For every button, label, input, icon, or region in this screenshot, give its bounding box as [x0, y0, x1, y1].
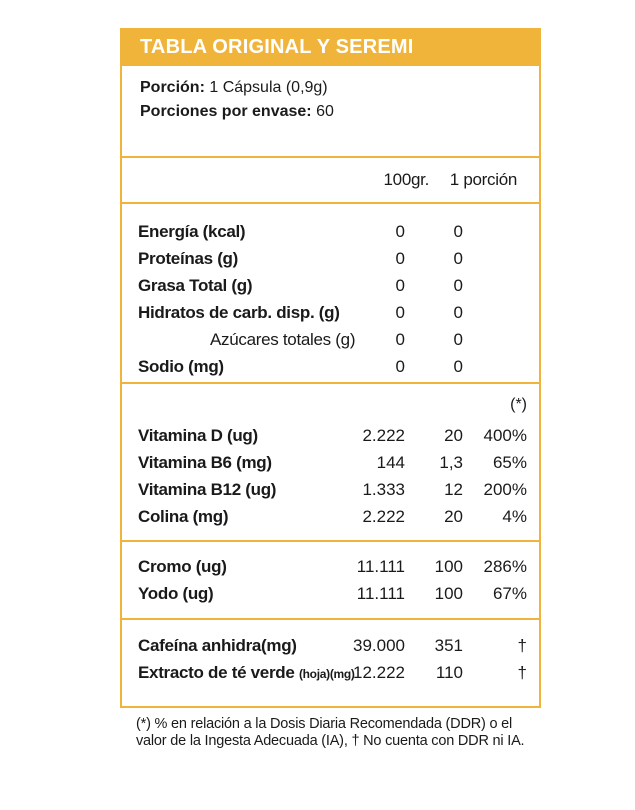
portion-line: [140, 76, 334, 100]
value-portion: 1,3: [439, 453, 463, 472]
value-pct: †: [517, 636, 527, 655]
divider: [122, 156, 539, 158]
divider: [122, 540, 539, 542]
value-portion: 100: [434, 557, 463, 576]
divider: [122, 618, 539, 620]
value-100g: 2.222: [362, 507, 405, 526]
per-container-value: 60: [316, 103, 334, 120]
value-portion: 0: [453, 303, 463, 322]
nutrient-name: Grasa Total (g): [138, 276, 253, 295]
nutrient-name: Vitamina B6 (mg): [138, 453, 272, 472]
value-portion: 0: [453, 249, 463, 268]
nutrient-name: Energía (kcal): [138, 222, 246, 241]
nutrient-name: Hidratos de carb. disp. (g): [138, 303, 340, 322]
value-100g: 144: [376, 453, 405, 472]
nutrient-name: Vitamina B12 (ug): [138, 480, 277, 499]
nutrient-name: Cromo (ug): [138, 557, 227, 576]
value-portion: 12: [444, 480, 463, 499]
nutrient-name-qualifier: (hoja)(mg): [298, 667, 355, 681]
value-100g: 11.111: [356, 584, 405, 603]
value-portion: 0: [453, 357, 463, 376]
ddr-marker: (*): [510, 396, 527, 413]
value-portion: 0: [453, 222, 463, 241]
table-row: [122, 272, 539, 299]
value-portion: 110: [435, 663, 463, 682]
portion-value: 1 Cápsula (0,9g): [209, 79, 328, 96]
table-row: [122, 245, 539, 272]
value-portion: 0: [453, 330, 463, 349]
nutrient-name: Proteínas (g): [138, 249, 239, 268]
value-pct: 400%: [483, 426, 527, 445]
value-100g: 12.222: [353, 663, 405, 682]
value-portion: 20: [444, 507, 463, 526]
nutrient-name: Sodio (mg): [138, 357, 224, 376]
value-100g: 39.000: [353, 636, 405, 655]
value-100g: 2.222: [362, 426, 405, 445]
value-100g: 1.333: [362, 480, 405, 499]
per-container-label: Porciones por envase:: [140, 103, 312, 120]
value-portion: 20: [444, 426, 463, 445]
serving-info: [140, 76, 334, 124]
table-row: [122, 353, 539, 380]
nutrient-name: Vitamina D (ug): [138, 426, 258, 445]
table-row: [122, 632, 539, 659]
divider: [122, 382, 539, 384]
table-row: [122, 503, 539, 530]
value-100g: 0: [395, 249, 405, 268]
table-row: [122, 422, 539, 449]
nutrient-name: Yodo (ug): [138, 584, 214, 603]
table-row: [122, 476, 539, 503]
value-100g: 0: [395, 357, 405, 376]
value-100g: 0: [395, 276, 405, 295]
nutrient-name: [138, 659, 355, 688]
value-pct: 4%: [502, 507, 527, 526]
table-title: TABLA ORIGINAL Y SEREMI: [122, 28, 539, 66]
value-portion: 351: [434, 636, 463, 655]
value-100g: 0: [395, 330, 405, 349]
value-100g: 0: [395, 303, 405, 322]
per-container-line: [140, 100, 334, 124]
table-row: [122, 449, 539, 476]
nutrient-name: Colina (mg): [138, 507, 229, 526]
nutrient-name: Azúcares totales (g): [210, 330, 356, 349]
portion-label: Porción:: [140, 79, 205, 96]
value-pct: 200%: [483, 480, 527, 499]
table-row: [122, 553, 539, 580]
table-row: [122, 326, 539, 353]
column-header-portion: 1 porción: [449, 170, 517, 189]
value-pct: 286%: [483, 557, 527, 576]
nutrient-name-main: Extracto de té verde: [138, 663, 295, 682]
nutrition-table: [120, 28, 541, 708]
value-portion: 100: [434, 584, 463, 603]
value-pct: 65%: [492, 453, 527, 472]
value-portion: 0: [453, 276, 463, 295]
column-header-100g: 100gr.: [383, 170, 429, 189]
value-pct: 67%: [492, 584, 527, 603]
table-row: [122, 659, 539, 686]
value-pct: †: [517, 663, 527, 682]
value-100g: 11.111: [356, 557, 405, 576]
column-headers: [122, 168, 539, 192]
nutrient-name: Cafeína anhidra(mg): [138, 636, 297, 655]
table-row: [122, 218, 539, 245]
table-row: [122, 299, 539, 326]
footnote: (*) % en relación a la Dosis Diaria Recomendada (DDR) o el valor de la Ingesta Adecuada (IA), † No cuenta con DDR ni IA.: [136, 716, 525, 749]
value-100g: 0: [395, 222, 405, 241]
divider: [122, 202, 539, 204]
table-row: [122, 580, 539, 607]
